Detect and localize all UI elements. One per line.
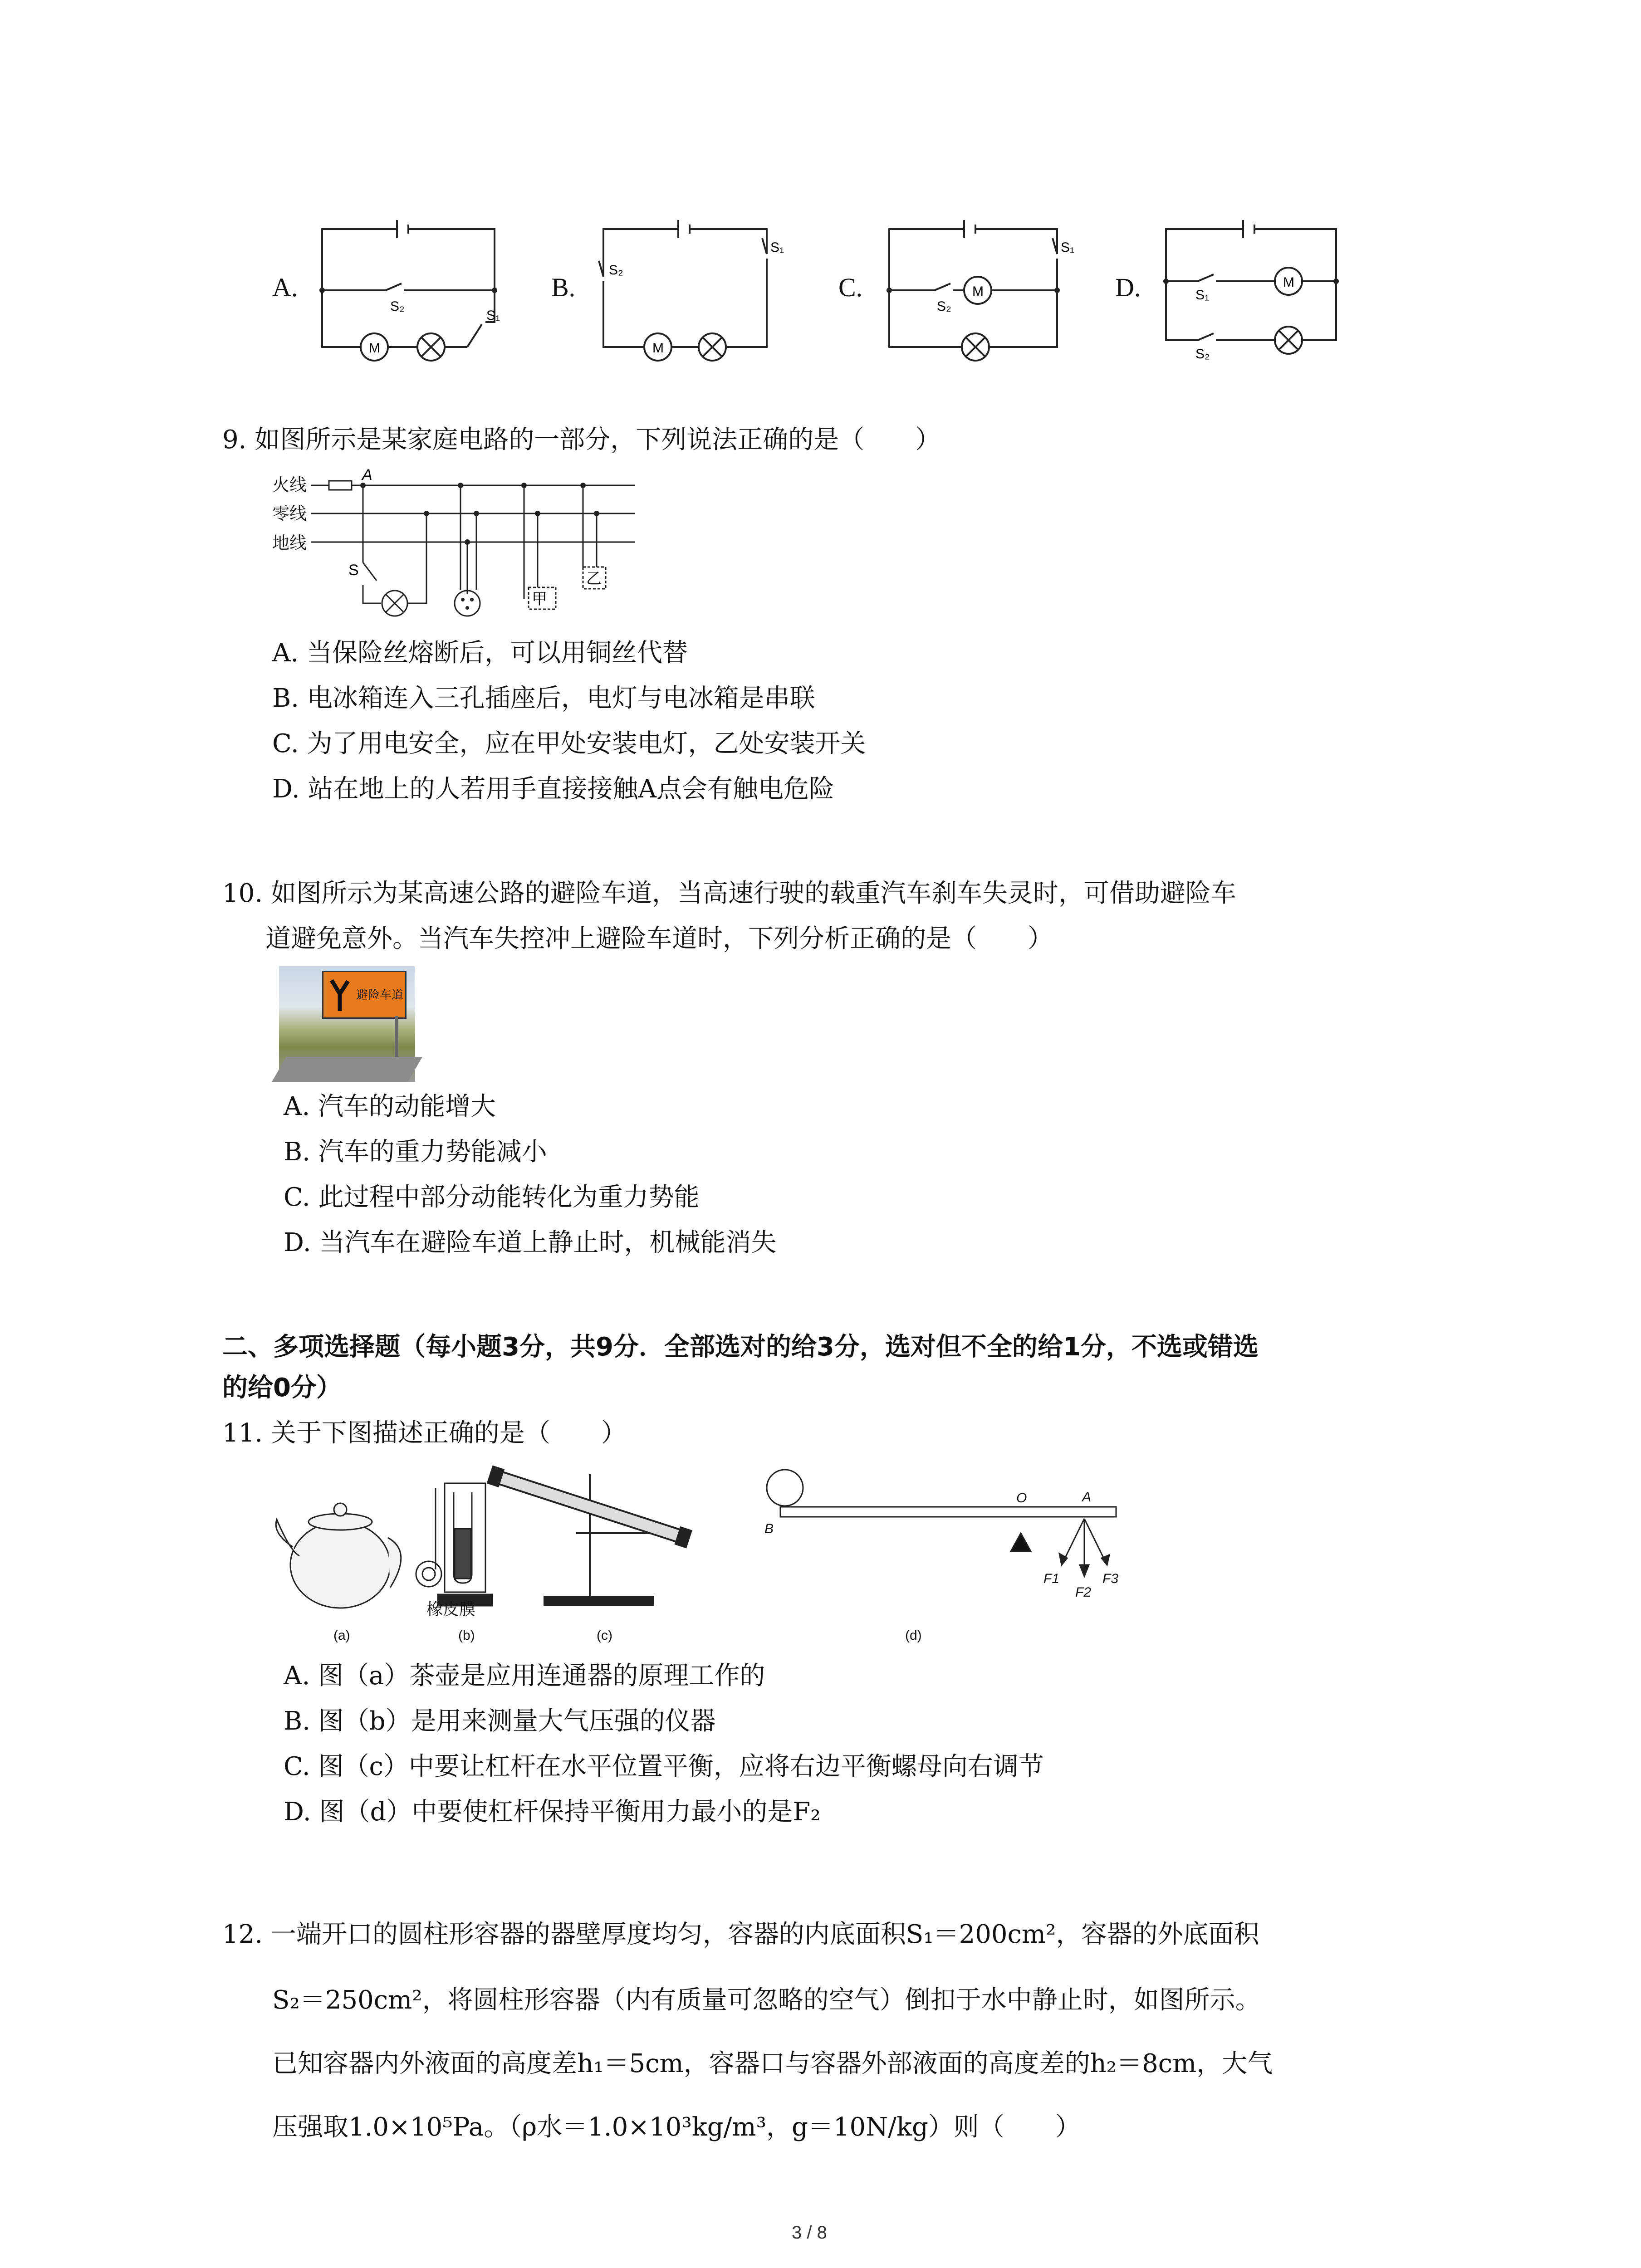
q10-stem-line2: 道避免意外。当汽车失控冲上避险车道时，下列分析正确的是（ ） (265, 924, 1053, 953)
fig-d-label: (d) (905, 1628, 922, 1643)
lever-stand-figure (488, 1466, 691, 1605)
q9-stem: 9. 如图所示是某家庭电路的一部分，下列说法正确的是（ ） (222, 425, 941, 455)
q9-option-d[interactable]: D. 站在地上的人若用手直接接触A点会有触电危险 (272, 774, 834, 804)
q9-option-c[interactable]: C. 为了用电安全，应在甲处安装电灯，乙处安装开关 (272, 729, 866, 758)
q8-d-s2-label: S₂ (1195, 347, 1210, 362)
yi-label: 乙 (586, 570, 602, 587)
fig-b-label: (b) (458, 1628, 475, 1643)
pressure-gauge-figure (416, 1483, 492, 1606)
q11-option-c[interactable]: C. 图（c）中要让杠杆在水平位置平衡，应将右边平衡螺母向右调节 (284, 1752, 1044, 1781)
neutral-wire-label: 零线 (272, 504, 307, 523)
ground-wire-label: 地线 (272, 534, 307, 553)
q10-stem-line1: 10. 如图所示为某高速公路的避险车道，当高速行驶的载重汽车刹车失灵时，可借助避险车 (222, 879, 1236, 908)
q8-d-motor-label: M (1283, 275, 1294, 290)
switch-s-label: S (348, 562, 359, 579)
q8-a-motor-label: M (369, 341, 380, 356)
q8-a-s2-label: S₂ (390, 299, 405, 314)
q8-option-a-letter: A. (272, 273, 298, 302)
q9-household-circuit-figure (272, 466, 644, 621)
q11-option-a[interactable]: A. 图（a）茶壶是应用连通器的原理工作的 (284, 1661, 765, 1691)
q11-option-b[interactable]: B. 图（b）是用来测量大气压强的仪器 (284, 1706, 716, 1736)
q8-circuit-b (599, 218, 784, 363)
road-sign (322, 971, 407, 1019)
jia-label: 甲 (532, 591, 547, 608)
q8-b-s2-label: S₂ (609, 263, 623, 278)
q12-line4: 压强取1.0×10⁵Pa。（ρ水＝1.0×10³kg/m³，g＝10N/kg）则（ ） (272, 2112, 1081, 2142)
point-a-label: A (1082, 1490, 1092, 1505)
q8-a-s1-label: S₁ (486, 308, 500, 323)
q10-option-a[interactable]: A. 汽车的动能增大 (284, 1092, 496, 1121)
q8-option-d-letter: D. (1115, 273, 1141, 302)
fig-c-label: (c) (597, 1628, 612, 1643)
q8-circuit-c (885, 218, 1075, 363)
q8-c-s2-label: S₂ (937, 299, 951, 314)
pivot-o-label: O (1016, 1491, 1027, 1505)
q9-option-a[interactable]: A. 当保险丝熔断后，可以用铜丝代替 (272, 638, 688, 668)
q8-option-c-letter: C. (838, 273, 863, 302)
q11-option-d[interactable]: D. 图（d）中要使杠杆保持平衡用力最小的是F₂ (284, 1797, 821, 1827)
force-f2-label: F2 (1075, 1585, 1092, 1600)
q12-line2: S₂＝250cm²，将圆柱形容器（内有质量可忽略的空气）倒扣于水中静止时，如图所示。 (272, 1985, 1261, 2015)
lever-forces-figure (767, 1470, 1116, 1576)
fig-a-label: (a) (333, 1628, 350, 1643)
q8-circuit-d (1161, 218, 1352, 363)
point-a-label: A (362, 466, 372, 484)
q8-c-s1-label: S₁ (1061, 240, 1075, 255)
q10-option-c[interactable]: C. 此过程中部分动能转化为重力势能 (284, 1183, 700, 1212)
teapot-figure (276, 1503, 401, 1608)
q10-option-b[interactable]: B. 汽车的重力势能减小 (284, 1137, 547, 1167)
q8-b-s1-label: S₁ (770, 240, 784, 255)
q8-b-motor-label: M (652, 341, 664, 356)
q12-line3: 已知容器内外液面的高度差h₁＝5cm，容器口与容器外部液面的高度差的h₂＝8cm，大气 (272, 2049, 1273, 2078)
q11-figures (272, 1465, 1134, 1647)
q8-circuit-a (318, 218, 508, 363)
force-f3-label: F3 (1102, 1571, 1119, 1586)
road (272, 1057, 422, 1082)
force-f1-label: F1 (1043, 1571, 1060, 1586)
q10-escape-lane-photo (279, 966, 415, 1082)
sign-text: 避险车道 (356, 988, 404, 1002)
section2-heading-line2: 的给0分） (222, 1373, 342, 1403)
q8-d-s1-label: S₁ (1195, 288, 1210, 303)
q12-line1: 12. 一端开口的圆柱形容器的器壁厚度均匀，容器的内底面积S₁＝200cm²，容器的外底面积 (222, 1920, 1259, 1949)
q8-option-b-letter: B. (551, 273, 576, 302)
q10-option-d[interactable]: D. 当汽车在避险车道上静止时，机械能消失 (284, 1228, 777, 1257)
live-wire-label: 火线 (272, 476, 307, 495)
section2-heading-line1: 二、多项选择题（每小题3分，共9分．全部选对的给3分，选对但不全的给1分，不选或错选 (222, 1332, 1259, 1362)
page-number: 3 / 8 (792, 2223, 827, 2243)
q9-option-b[interactable]: B. 电冰箱连入三孔插座后，电灯与电冰箱是串联 (272, 684, 815, 713)
point-b-label: B (764, 1521, 774, 1536)
q11-stem: 11. 关于下图描述正确的是（ ） (222, 1418, 627, 1448)
q8-c-motor-label: M (972, 284, 984, 299)
membrane-label: 橡皮膜 (426, 1600, 476, 1618)
fork-arrow-icon (326, 976, 353, 1012)
